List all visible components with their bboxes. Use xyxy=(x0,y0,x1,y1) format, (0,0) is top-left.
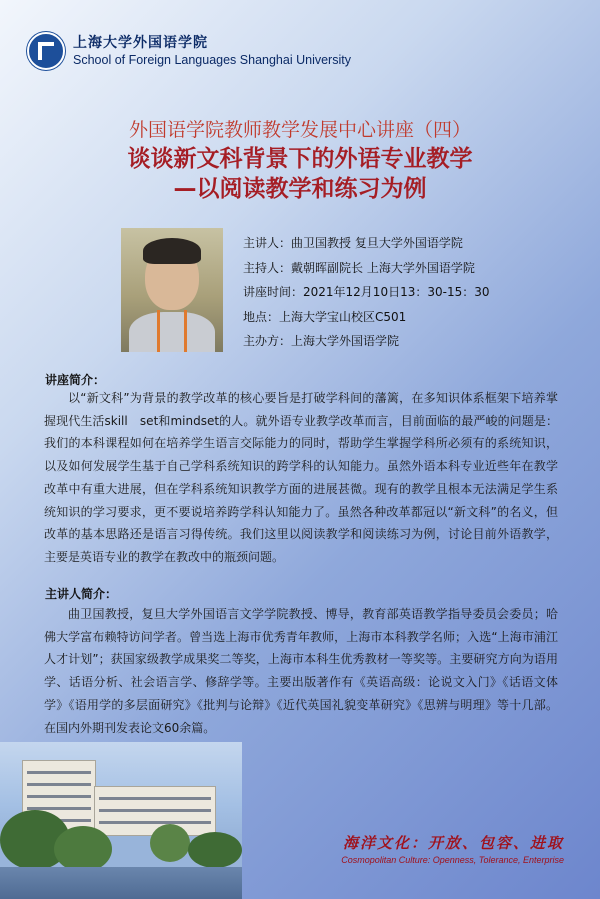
detail-speaker: 主讲人：曲卫国教授 复旦大学外国语学院 xyxy=(243,236,463,250)
bio-heading: 主讲人简介： xyxy=(45,587,118,601)
campus-image xyxy=(0,742,242,899)
detail-host: 主持人：戴朝晖副院长 上海大学外国语学院 xyxy=(243,260,475,275)
institution-name-en: School of Foreign Languages Shanghai University xyxy=(73,53,351,67)
detail-organizer: 主办方：上海大学外国语学院 xyxy=(243,334,400,349)
university-logo-icon xyxy=(27,32,65,70)
event-details xyxy=(243,231,490,354)
slogan-cn: 海洋文化：开放、包容、进取 xyxy=(342,834,564,852)
lecture-title-line2: —以阅读教学和练习为例 xyxy=(173,176,427,202)
speaker-photo xyxy=(121,228,223,352)
institution-name xyxy=(73,34,351,68)
lecture-title xyxy=(0,144,600,204)
slogan-en: Cosmopolitan Culture: Openness, Tolerance, Enterprise xyxy=(341,855,564,865)
lecture-title-line1: 谈谈新文科背景下的外语专业教学 xyxy=(127,146,473,172)
abstract-text: 以“新文科”为背景的教学改革的核心要旨是打破学科间的藩篱，在多知识体系框架下培养掌握现代生活skill set和mindset的人。就外语专业教学改革而言，目前面临的最严峻的问题是：我们的本科课程如何在培养学生语言交际能力的同时，帮助学生掌握学科所必须有的系统知识，以及如何发展学生基于自己学科系统知识的跨学科的认知能力。虽然外语本科专业近些年在教学改革中有重大进展，但在学科系统知识教学方面的进展甚微。现有的教学且根本无法满足学生系统知识的学习要求，更不要说培养跨学科认知能力了。虽然各种改革都冠以“新文科”的名义，但改革的基本思路还是语言习得传统。我们这里以阅读教学和阅读练习为例，讨论目前外语教学，主要是英语专业的教学在教改中的瓶颈问题。 xyxy=(44,391,558,564)
detail-location: 地点：上海大学宝山校区C501 xyxy=(243,309,407,324)
bio-text: 曲卫国教授，复旦大学外国语言文学学院教授、博导，教育部英语教学指导委员会委员；哈佛大学富布赖特访问学者。曾当选上海市优秀青年教师，上海市本科教学名师；入选“上海市浦江人才计划”；获国家级教学成果奖二等奖，上海市本科生优秀教材一等奖等。主要研究方向为语用学、话语分析、社会语言学、修辞学等。主要出版著作有《英语高级：论说文入门》《话语文体学》《语用学的多层面研究》《批判与论辩》《近代英国礼貌变革研究》《思辨与明理》等十几部。在国内外期刊发表论文60余篇。 xyxy=(44,607,558,735)
abstract-heading: 讲座简介： xyxy=(45,373,106,387)
detail-time: 讲座时间：2021年12月10日13：30-15：30 xyxy=(243,285,490,300)
header xyxy=(27,32,351,70)
lecture-series: 外国语学院教师教学发展中心讲座（四） xyxy=(128,119,471,141)
institution-name-cn: 上海大学外国语学院 xyxy=(73,35,208,51)
slogan xyxy=(341,832,564,865)
